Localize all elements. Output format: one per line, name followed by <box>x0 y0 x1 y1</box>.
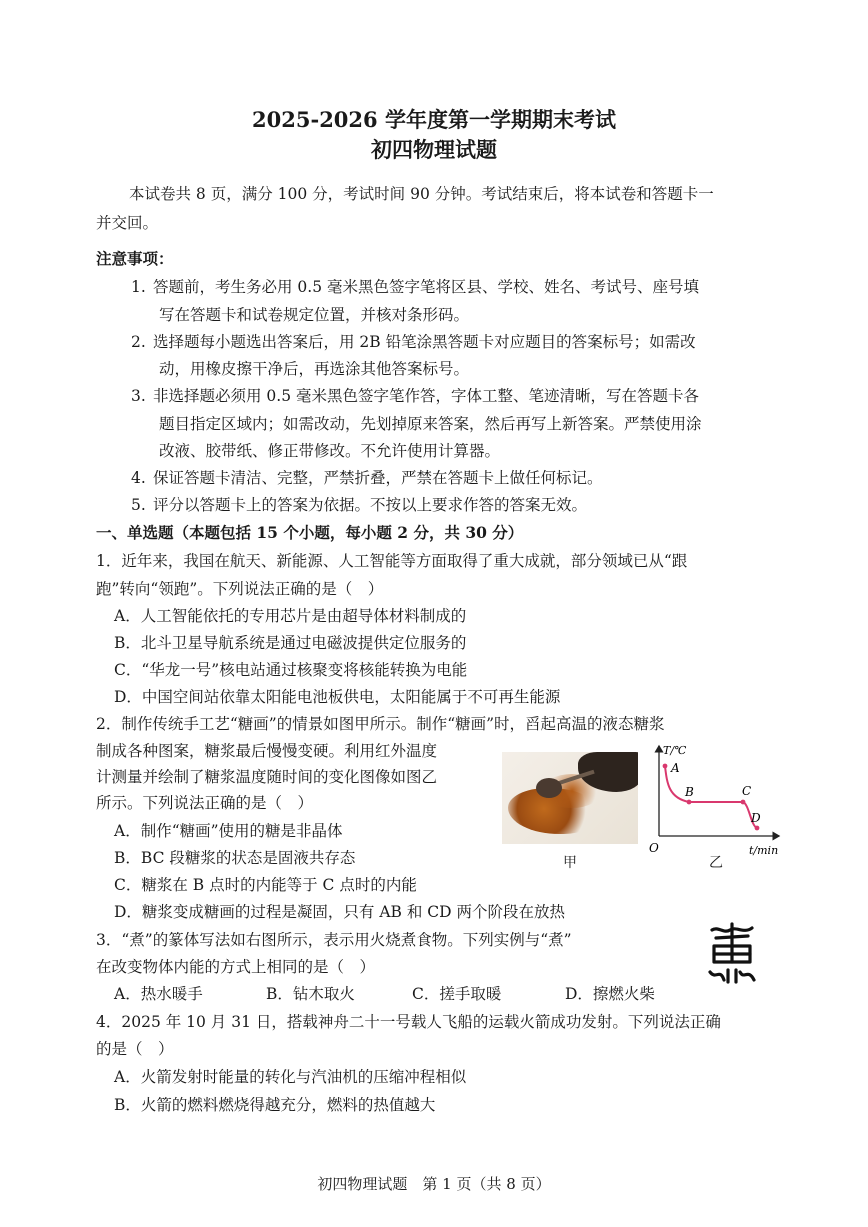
question-stem: 2．制作传统手工艺“糖画”的情景如图甲所示。制作“糖画”时，舀起高温的液态糖浆 <box>96 715 665 733</box>
note-number: 3. <box>131 387 146 405</box>
origin-label: O <box>649 841 659 855</box>
question-stem-cont: 所示。下列说法正确的是（ ） <box>96 794 314 812</box>
note-number: 2. <box>131 333 146 351</box>
note-item <box>131 385 699 407</box>
temperature-time-graph <box>645 740 785 865</box>
figure-label-a: 甲 <box>563 855 577 871</box>
answer-option: B．火箭的燃料燃烧得越充分，燃料的热值越大 <box>114 1096 436 1114</box>
intro-text-cont: 并交回。 <box>96 214 159 232</box>
sugar-painting-photo <box>502 752 638 844</box>
point-c <box>741 800 746 805</box>
question-stem: 1．近年来，我国在航天、新能源、人工智能等方面取得了重大成就，部分领域已从“跟 <box>96 552 688 570</box>
point-d-label: D <box>751 811 761 825</box>
answer-option: B．钻木取火 <box>266 985 355 1003</box>
note-number: 5. <box>131 496 146 514</box>
figure-label-b: 乙 <box>709 855 723 871</box>
point-c-label: C <box>742 784 752 798</box>
question-stem: 3．“煮”的篆体写法如右图所示，表示用火烧煮食物。下列实例与“煮” <box>96 931 572 949</box>
note-text: 评分以答题卡上的答案为依据。不按以上要求作答的答案无效。 <box>153 496 588 514</box>
answer-option: D．中国空间站依靠太阳能电池板供电，太阳能属于不可再生能源 <box>114 688 561 706</box>
x-axis-label: t/min <box>749 844 779 857</box>
page-footer: 初四物理试题 第 1 页（共 8 页） <box>317 1175 551 1193</box>
point-b-label: B <box>685 785 694 799</box>
question-stem-cont: 在改变物体内能的方式上相同的是（ ） <box>96 958 376 976</box>
note-item <box>131 276 699 298</box>
y-axis-label: T/℃ <box>663 744 687 757</box>
question-stem-cont: 计测量并绘制了糖浆温度随时间的变化图像如图乙 <box>96 768 438 786</box>
intro-text: 本试卷共 8 页，满分 100 分，考试时间 90 分钟。考试结束后，将本试卷和答题卡一 <box>129 185 714 203</box>
section-heading: 一、单选题（本题包括 15 个小题，每小题 2 分，共 30 分） <box>96 523 524 542</box>
note-text-cont: 写在答题卡和试卷规定位置，并核对条形码。 <box>159 306 470 324</box>
answer-option: A．热水暖手 <box>114 985 203 1003</box>
note-text-cont: 题目指定区域内；如需改动，先划掉原来答案，然后再写上新答案。严禁使用涂 <box>159 415 702 433</box>
answer-option: C．“华龙一号”核电站通过核聚变将核能转换为电能 <box>114 661 468 679</box>
note-text: 保证答题卡清洁、完整，严禁折叠，严禁在答题卡上做任何标记。 <box>153 469 603 487</box>
note-item <box>131 467 603 489</box>
note-item <box>131 494 587 516</box>
question-stem: 4．2025 年 10 月 31 日，搭载神舟二十一号载人飞船的运载火箭成功发射。下列说法正确 <box>96 1013 721 1031</box>
note-text: 选择题每小题选出答案后，用 2B 铅笔涂黑答题卡对应题目的答案标号；如需改 <box>153 333 696 351</box>
note-text: 答题前，考生务必用 0.5 毫米黑色签字笔将区县、学校、姓名、考试号、座号填 <box>153 278 700 296</box>
answer-option: C．搓手取暖 <box>412 985 502 1003</box>
point-a-label: A <box>671 761 680 775</box>
exam-subtitle: 初四物理试题 <box>371 137 497 162</box>
note-number: 4. <box>131 469 146 487</box>
answer-option: A．火箭发射时能量的转化与汽油机的压缩冲程相似 <box>114 1068 467 1086</box>
answer-option: B．BC 段糖浆的状态是固液共存态 <box>114 849 356 867</box>
note-text-cont: 改液、胶带纸、修正带修改。不允许使用计算器。 <box>159 442 501 460</box>
answer-option: B．北斗卫星导航系统是通过电磁波提供定位服务的 <box>114 634 467 652</box>
point-a <box>663 764 668 769</box>
note-number: 1. <box>131 278 146 296</box>
notes-heading: 注意事项： <box>96 249 174 268</box>
question-stem-cont: 跑”转向“领跑”。下列说法正确的是（ ） <box>96 580 384 598</box>
answer-option: A．制作“糖画”使用的糖是非晶体 <box>114 822 343 840</box>
answer-option: D．糖浆变成糖画的过程是凝固，只有 AB 和 CD 两个阶段在放热 <box>114 903 566 921</box>
question-stem-cont: 制成各种图案，糖浆最后慢慢变硬。利用红外温度 <box>96 742 438 760</box>
answer-option: D．擦燃火柴 <box>565 985 655 1003</box>
note-item <box>131 331 696 353</box>
exam-title: 2025-2026 学年度第一学期期末考试 <box>252 107 616 132</box>
point-d <box>755 826 760 831</box>
question-stem-cont: 的是（ ） <box>96 1040 174 1058</box>
note-text-cont: 动，用橡皮擦干净后，再选涂其他答案标号。 <box>159 360 470 378</box>
seal-script-character-image <box>706 922 758 986</box>
answer-option: C．糖浆在 B 点时的内能等于 C 点时的内能 <box>114 876 417 894</box>
answer-option: A．人工智能依托的专用芯片是由超导体材料制成的 <box>114 607 467 625</box>
point-b <box>687 800 692 805</box>
note-text: 非选择题必须用 0.5 毫米黑色签字笔作答，字体工整、笔迹清晰，写在答题卡各 <box>153 387 700 405</box>
